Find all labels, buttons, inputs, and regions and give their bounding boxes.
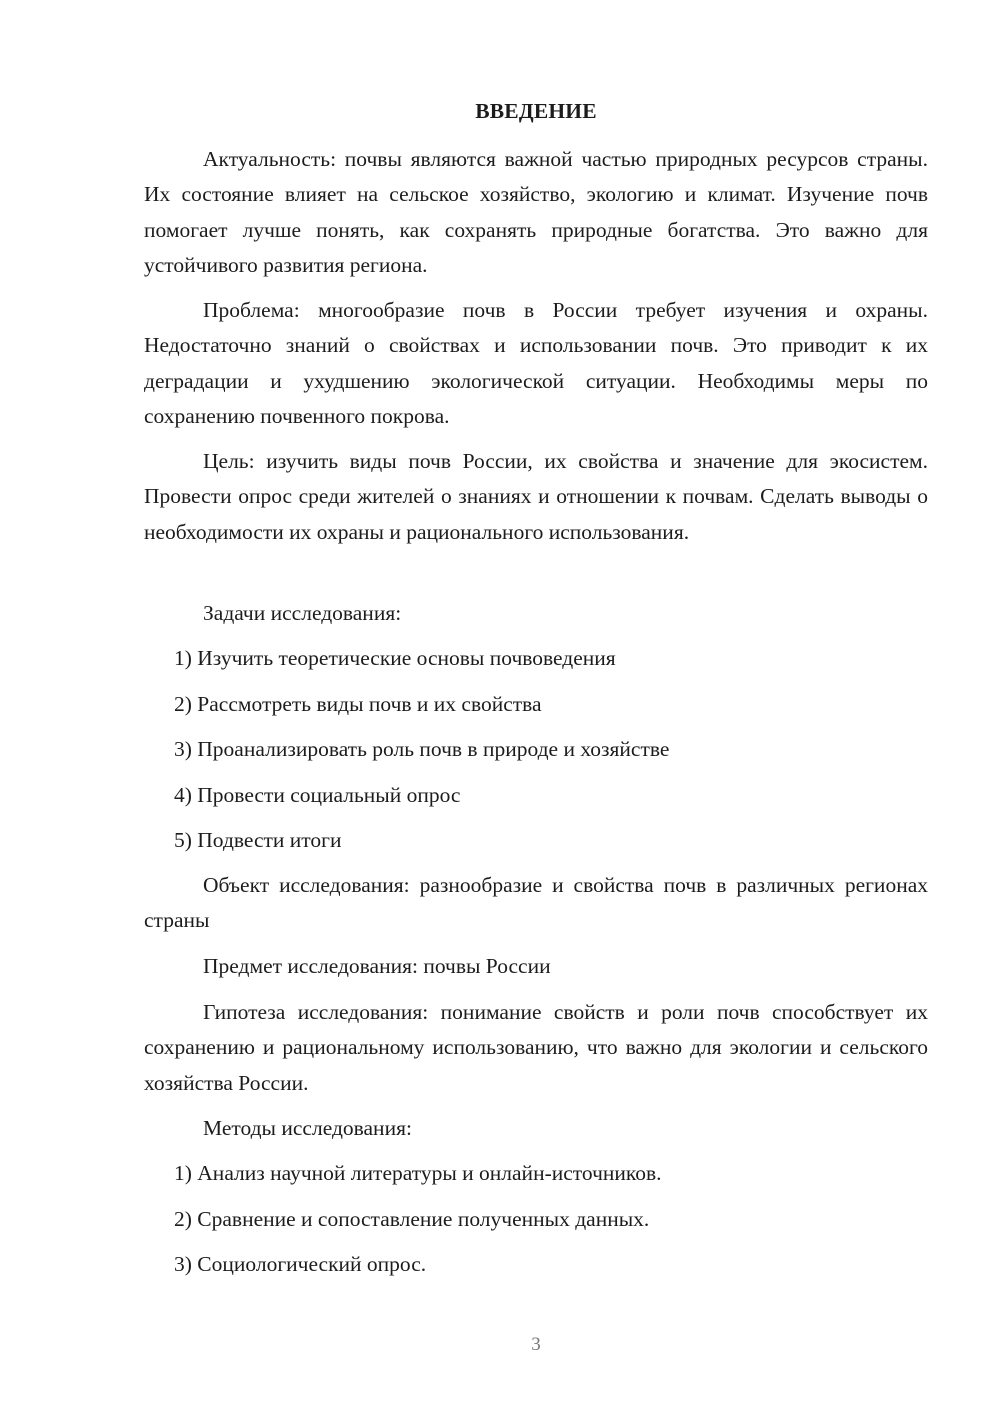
task-item-2: 2) Рассмотреть виды почв и их свойства — [174, 692, 542, 716]
method-item-2: 2) Сравнение и сопоставление полученных данных. — [174, 1207, 650, 1231]
page-title: ВВЕДЕНИЕ — [475, 99, 597, 123]
goal-paragraph: Цель: изучить виды почв России, их свойства и значение для экосистем. Провести опрос среди жителей о знаниях и отношении к почвам. Сделать выводы о необходимости их охраны и рационального использования. — [144, 449, 928, 544]
method-item-1: 1) Анализ научной литературы и онлайн-источников. — [174, 1161, 662, 1185]
method-item-3: 3) Социологический опрос. — [174, 1252, 427, 1276]
page-number: 3 — [531, 1334, 541, 1355]
relevance-paragraph: Актуальность: почвы являются важной частью природных ресурсов страны. Их состояние влияет на сельское хозяйство, экологию и климат. Изучение почв помогает лучше понять, как сохранять природные богатства. Это важно для устойчивого развития региона. — [144, 147, 928, 277]
task-item-5: 5) Подвести итоги — [174, 828, 342, 852]
problem-paragraph: Проблема: многообразие почв в России требует изучения и охраны. Недостаточно знаний о свойствах и использовании почв. Это приводит к их деградации и ухудшению экологической ситуации. Необходимы меры по сохранению почвенного покрова. — [144, 298, 928, 428]
subject-paragraph: Предмет исследования: почвы России — [203, 954, 551, 978]
object-paragraph: Объект исследования: разнообразие и свойства почв в различных регионах страны — [144, 873, 928, 933]
methods-heading: Методы исследования: — [203, 1116, 412, 1140]
task-item-4: 4) Провести социальный опрос — [174, 783, 461, 807]
tasks-heading: Задачи исследования: — [203, 601, 402, 625]
task-item-3: 3) Проанализировать роль почв в природе и хозяйстве — [174, 737, 670, 761]
hypothesis-paragraph: Гипотеза исследования: понимание свойств и роли почв способствует их сохранению и рациональному использованию, что важно для экологии и сельского хозяйства России. — [144, 1000, 928, 1095]
task-item-1: 1) Изучить теоретические основы почвоведения — [174, 646, 616, 670]
